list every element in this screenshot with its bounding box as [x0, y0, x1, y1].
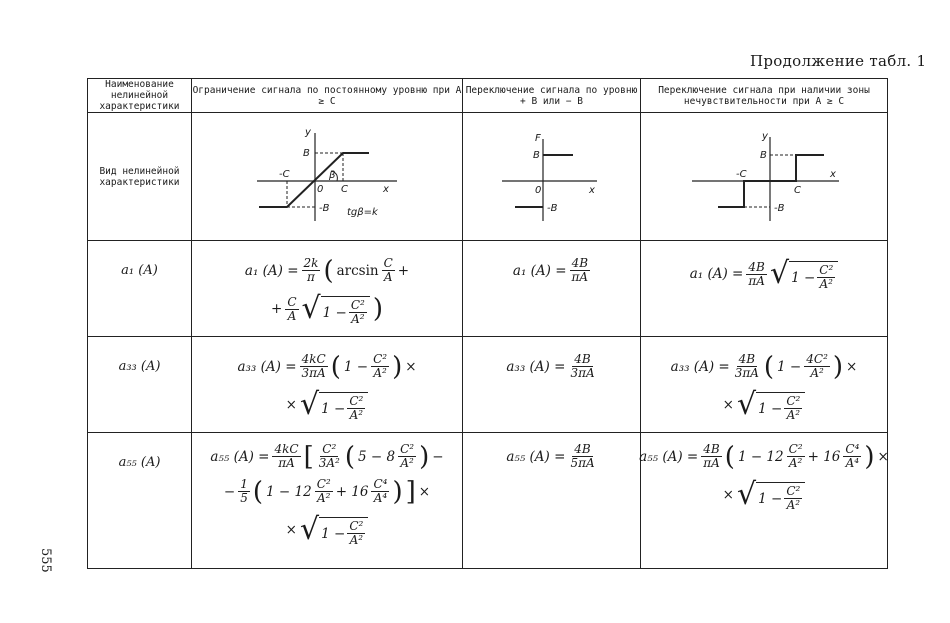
characteristics-table	[87, 78, 888, 569]
formula-a1-limiting: a₁ (A) = $\frac{2k}{\pi}$ ( arcsin $\frac{C}{A}$ + + $\frac{C}{A}$ √ 1 − $\frac{\text{C²}}{\text{A²}}$ )	[192, 241, 463, 337]
g1-x: x	[383, 183, 389, 195]
graph-switching	[497, 125, 607, 225]
formula-a55-limiting: a₅₅ (A) = $\frac{4kC}{\pi A}$ [ $\frac{\text{C²}}{\text{3A²}}$ ( 5 − 8 $\frac{\text{C²}}{\text{A²}}$ ) − − $\frac{1}{5}$ ( 1 − 12 $\frac{\text{C²}}{\text{A²}}$ + 16 $\frac{\text{C⁴}}{\text{A⁴}}$ ) ] × × √ 1 − $\frac{\text{C²}}{\text{A²}}$	[192, 433, 463, 569]
g2-minusB: -B	[546, 202, 557, 214]
header-switching: Переключение сигнала по уровню + B или − B	[463, 79, 641, 113]
g1-C: C	[341, 183, 348, 195]
formula-a1-deadzone: a₁ (A) = $\frac{4B}{\pi A}$ √ 1 − $\frac{\text{C²}}{\text{A²}}$	[641, 241, 888, 337]
g1-B: B	[303, 147, 310, 159]
g1-beta: β	[329, 169, 336, 181]
graph-row	[88, 113, 888, 241]
g1-zero: 0	[317, 183, 324, 195]
g3-minusC: -C	[736, 168, 747, 180]
g3-y: y	[762, 130, 768, 142]
g2-x: x	[588, 184, 595, 196]
header-deadzone: Переключение сигнала при наличии зоны нечувствительности при A ≥ C	[641, 79, 888, 113]
header-name: Наименование нелинейной характеристики	[88, 79, 192, 113]
g2-B: B	[532, 149, 540, 161]
graph-cell-deadzone	[641, 113, 888, 241]
g3-minusB: -B	[774, 202, 785, 214]
row-label-a55: a₅₅ (A)	[88, 433, 192, 569]
row-label-a1: a₁ (A)	[88, 241, 192, 337]
row-a55	[88, 433, 888, 569]
graph-cell-limiting	[192, 113, 463, 241]
row-label-a33: a₃₃ (A)	[88, 337, 192, 433]
g1-tg: tgβ=k	[347, 206, 378, 218]
g1-minusB: -B	[319, 202, 330, 214]
formula-a55-deadzone: a₅₅ (A) = $\frac{4B}{\pi A}$ ( 1 − 12 $\frac{\text{C²}}{\text{A²}}$ + 16 $\frac{\text{C⁴}}{\text{A⁴}}$ ) × × √ 1 − $\frac{\text{C²}}{\text{A²}}$	[641, 433, 888, 569]
row-label-view: Вид нелинейной характеристики	[88, 113, 192, 241]
header-limiting: Ограничение сигнала по постоянному уровню при A ≥ C	[192, 79, 463, 113]
formula-a1-switching: a₁ (A) = $\frac{4B}{\pi A}$	[463, 241, 641, 337]
g2-zero: 0	[534, 184, 541, 196]
row-a1	[88, 241, 888, 337]
formula-a33-switching: a₃₃ (A) = $\frac{4B}{3\pi A}$	[463, 337, 641, 433]
g3-C: C	[794, 184, 801, 196]
header-row	[88, 79, 888, 113]
g3-B: B	[760, 149, 767, 161]
row-a33	[88, 337, 888, 433]
formula-a55-switching: a₅₅ (A) = $\frac{4B}{5\pi A}$	[463, 433, 641, 569]
g3-x: x	[830, 168, 836, 180]
graph-cell-switching	[463, 113, 641, 241]
table-caption: Продолжение табл. 1	[750, 52, 927, 70]
graph-deadzone	[684, 125, 844, 225]
page-number: 555	[38, 548, 53, 573]
graph-limiting	[247, 125, 407, 225]
formula-a33-deadzone: a₃₃ (A) = $\frac{4B}{3\pi A}$ ( 1 − $\frac{\text{4C²}}{\text{A²}}$ ) × × √ 1 − $\frac{\text{C²}}{\text{A²}}$	[641, 337, 888, 433]
formula-a33-limiting: a₃₃ (A) = $\frac{4kC}{3\pi A}$ ( 1 − $\frac{\text{C²}}{\text{A²}}$ ) × × √ 1 − $\frac{\text{C²}}{\text{A²}}$	[192, 337, 463, 433]
g2-F: F	[534, 132, 541, 144]
g1-y: y	[305, 126, 311, 138]
g1-minusC: -C	[279, 168, 290, 180]
